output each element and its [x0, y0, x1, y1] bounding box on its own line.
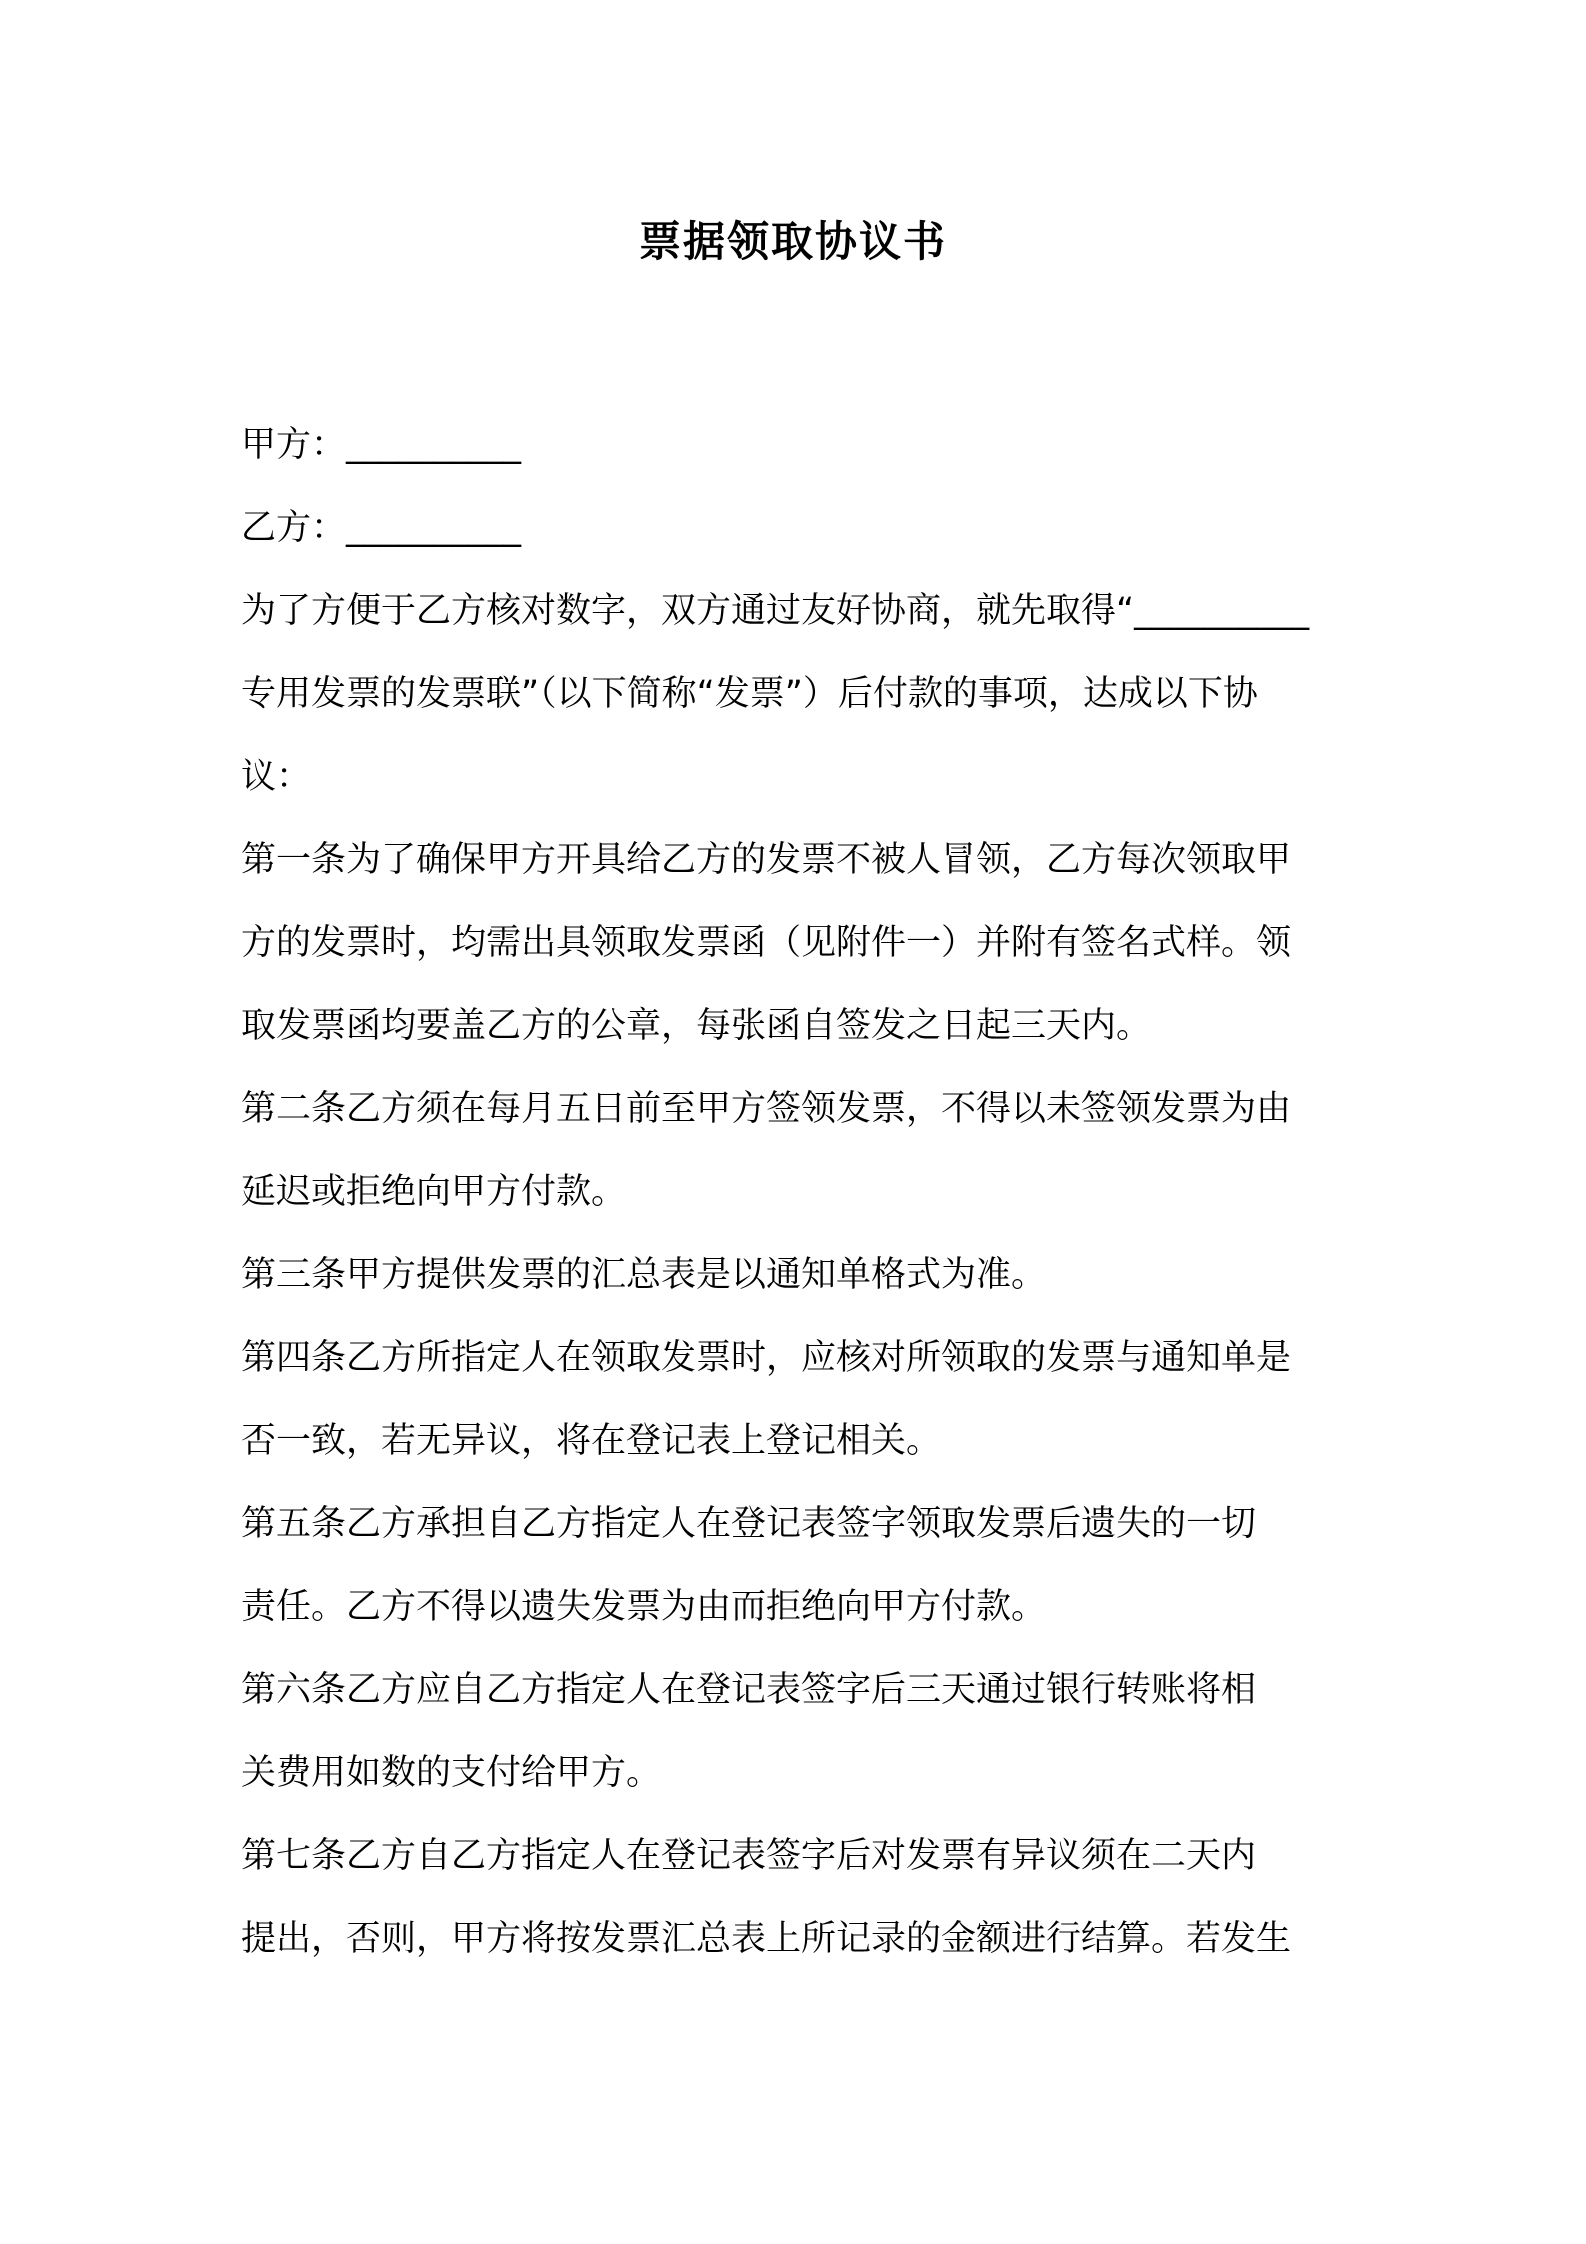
party-b-line: 乙方：__________: [241, 508, 522, 548]
text-line: 提出，否则，甲方将按发票汇总表上所记录的金额进行结算。若发生: [241, 1919, 1292, 1959]
party-a-line: 甲方：__________: [241, 425, 522, 465]
text-line: 为了方便于乙方核对数字，双方通过友好协商，就先取得“__________: [241, 591, 1310, 631]
text-line: 议：: [241, 757, 312, 797]
text-line: 第一条为了确保甲方开具给乙方的发票不被人冒领，乙方每次领取甲: [241, 840, 1292, 880]
document-title: 票据领取协议书: [638, 217, 947, 266]
text-line: 第七条乙方自乙方指定人在登记表签字后对发票有异议须在二天内: [241, 1836, 1257, 1876]
text-line: 否一致，若无异议，将在登记表上登记相关。: [241, 1421, 942, 1461]
text-line: 第三条甲方提供发票的汇总表是以通知单格式为准。: [241, 1255, 1047, 1295]
text-line: 第六条乙方应自乙方指定人在登记表签字后三天通过银行转账将相: [241, 1670, 1257, 1710]
article-1: [241, 819, 1351, 1068]
article-5: [241, 1483, 1351, 1649]
intro-paragraph: [241, 570, 1351, 819]
text-line: 方的发票时，均需出具领取发票函（见附件一）并附有签名式样。领: [241, 923, 1292, 963]
text-line: 延迟或拒绝向甲方付款。: [241, 1172, 627, 1212]
text-line: 第四条乙方所指定人在领取发票时，应核对所领取的发票与通知单是: [241, 1338, 1292, 1378]
article-6: [241, 1649, 1351, 1815]
text-line: 关费用如数的支付给甲方。: [241, 1753, 662, 1793]
article-2: [241, 1068, 1351, 1234]
text-line: 责任。乙方不得以遗失发票为由而拒绝向甲方付款。: [241, 1587, 1047, 1627]
article-4: [241, 1317, 1351, 1483]
text-line: 取发票函均要盖乙方的公章，每张函自签发之日起三天内。: [241, 1006, 1152, 1046]
text-line: 第五条乙方承担自乙方指定人在登记表签字领取发票后遗失的一切: [241, 1504, 1257, 1544]
text-line: 专用发票的发票联”（以下简称“发票”）后付款的事项，达成以下协: [241, 674, 1258, 714]
article-7: [241, 1815, 1351, 1981]
text-line: 第二条乙方须在每月五日前至甲方签领发票，不得以未签领发票为由: [241, 1089, 1292, 1129]
document-body: [241, 404, 1351, 1981]
article-3: [241, 1234, 1351, 1317]
